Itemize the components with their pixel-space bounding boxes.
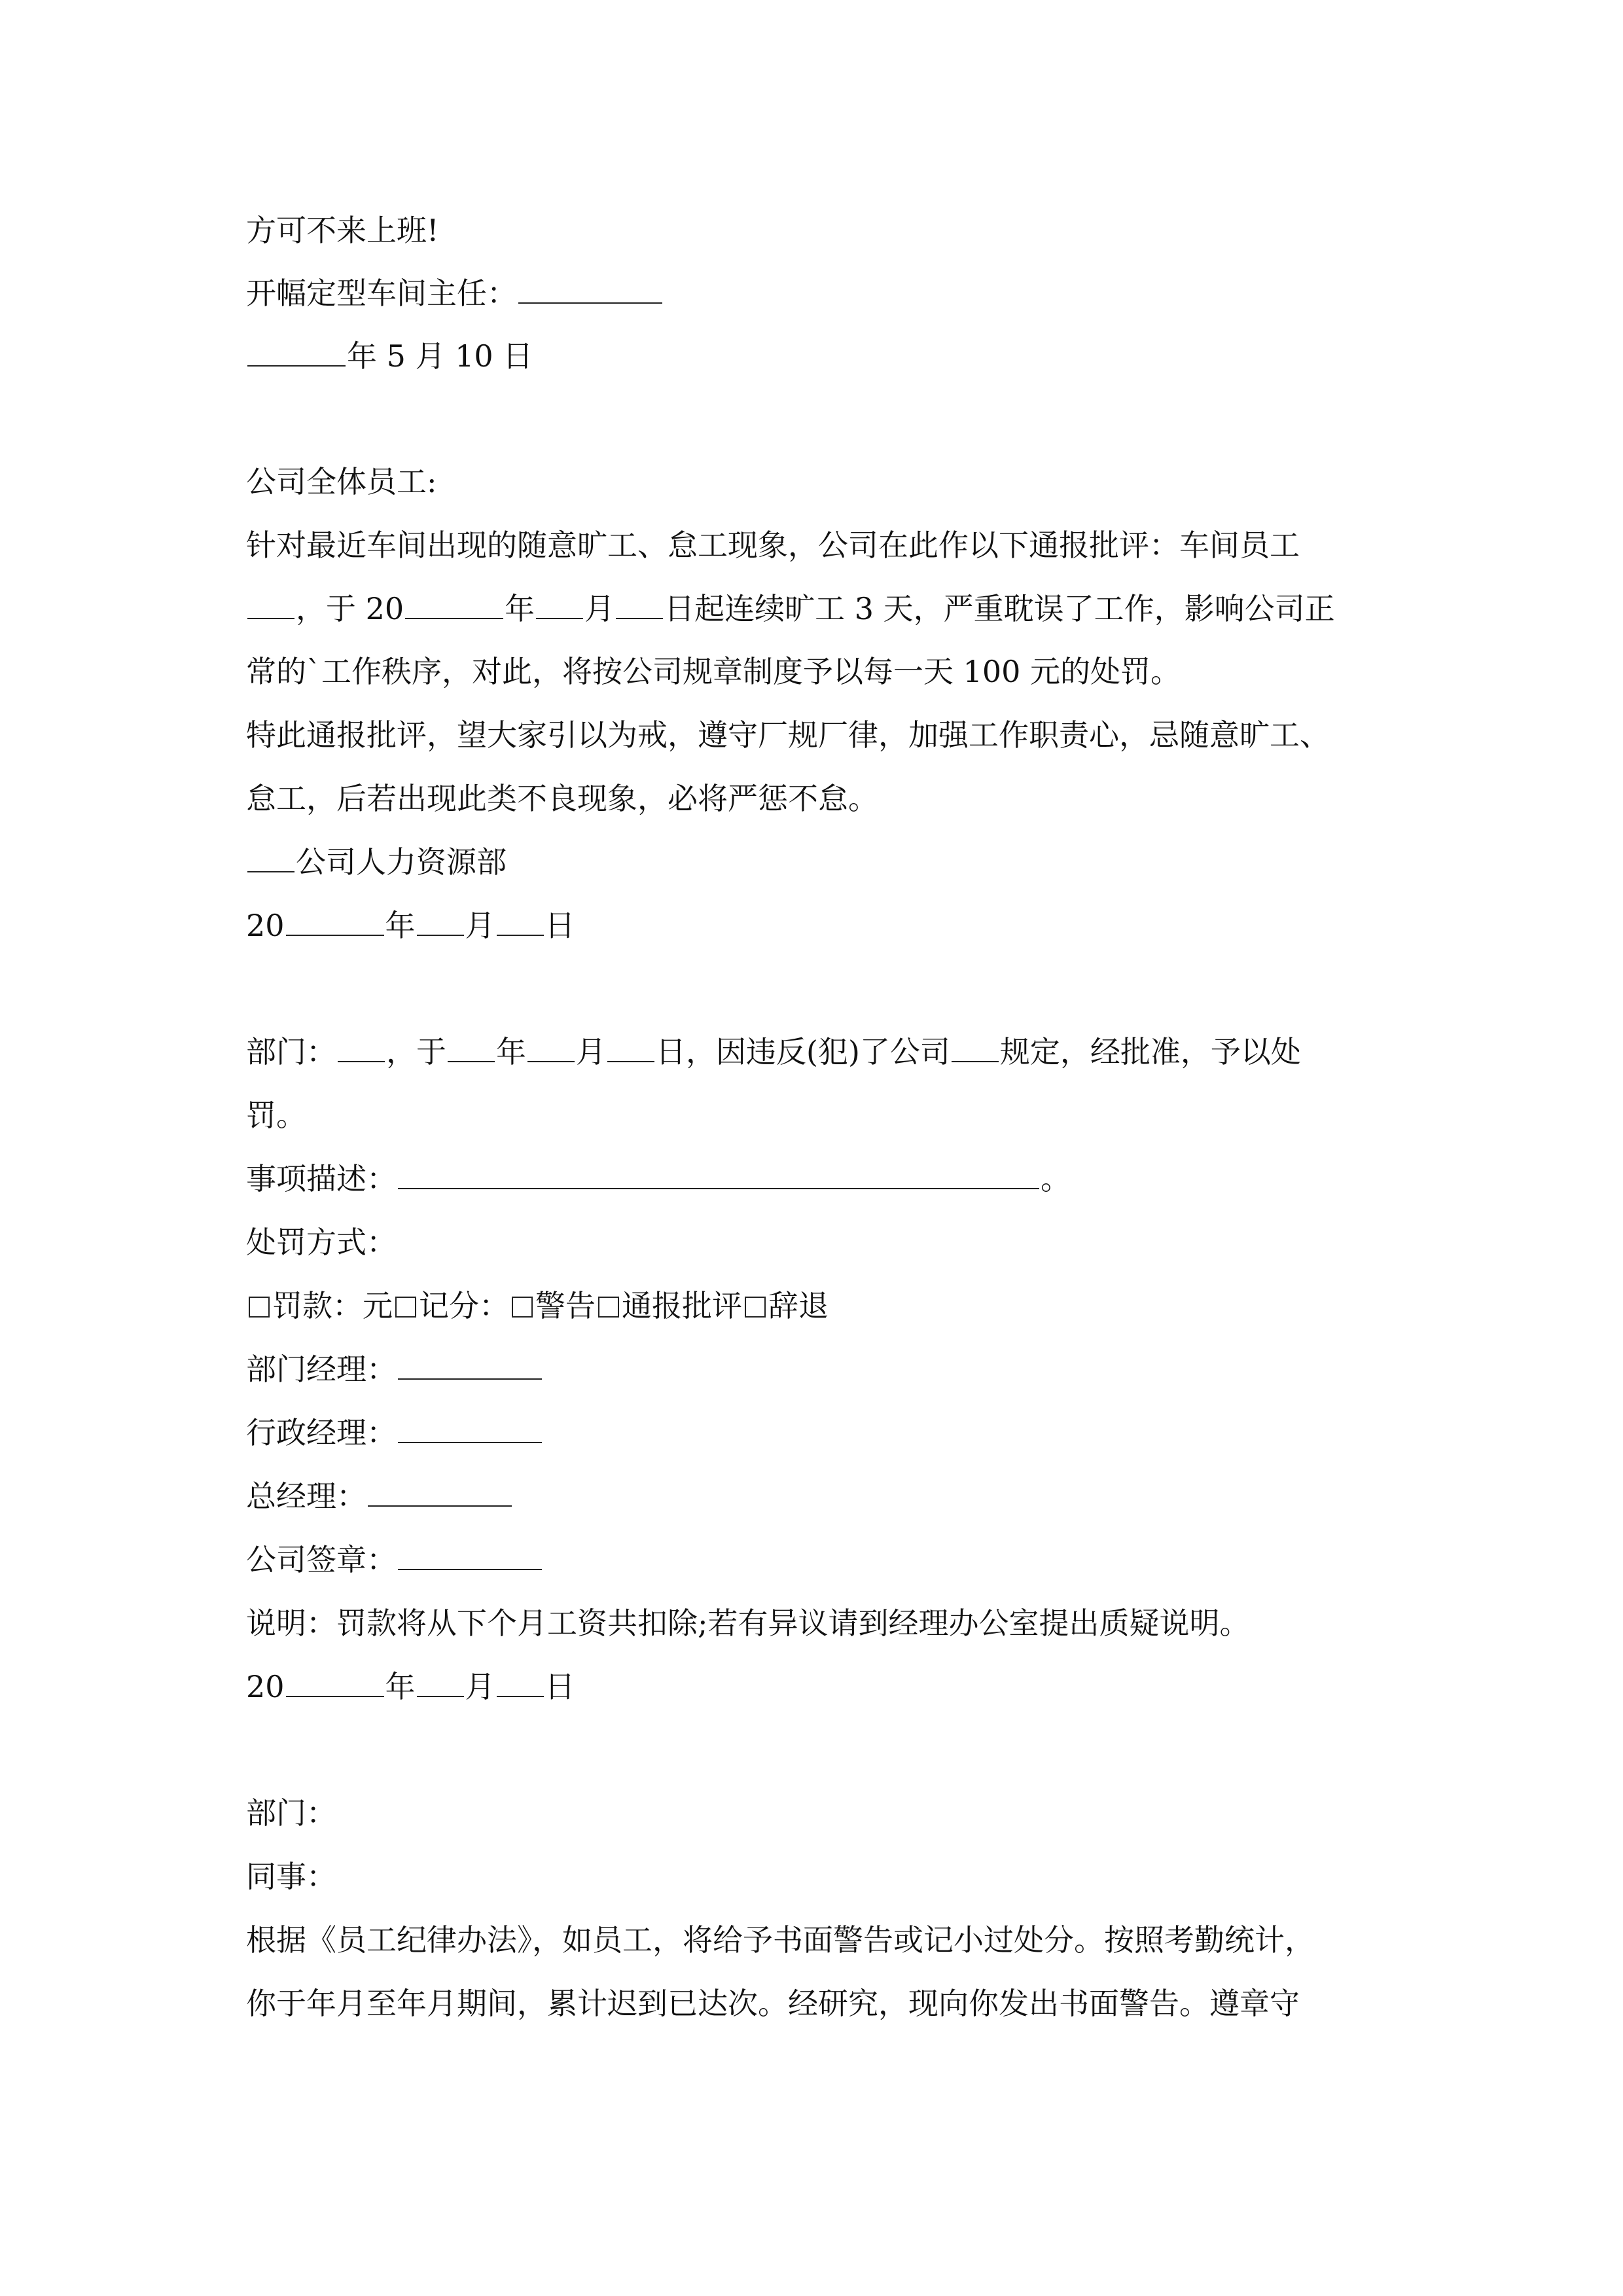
signature-blank xyxy=(518,274,662,304)
seal-blank xyxy=(398,1540,542,1570)
month-blank xyxy=(527,1032,575,1062)
text-line: 常的`工作秩序，对此，将按公司规章制度予以每一天 100 元的处罚。 xyxy=(246,654,1181,689)
text-line: 部门： ，于 年 月 日，因违反(犯)了公司 规定，经批准，予以处 xyxy=(246,1032,1301,1071)
month-blank xyxy=(417,1667,464,1697)
text-line: 你于年月至年月期间，累计迟到已达次。经研究，现向你发出书面警告。遵章守 xyxy=(246,1986,1300,2021)
day-blank xyxy=(607,1032,654,1062)
date-line: 20 年 月 日 xyxy=(246,906,575,945)
signature-blank xyxy=(368,1477,512,1507)
dept-line: 部门： xyxy=(246,1795,336,1831)
rule-blank xyxy=(952,1032,999,1062)
warning-checkbox xyxy=(512,1297,533,1318)
method-label: 处罚方式： xyxy=(246,1225,397,1260)
points-checkbox xyxy=(395,1297,416,1318)
name-blank xyxy=(247,589,294,619)
text-line: ，于 20 年 月 日起连续旷工 3 天，严重耽误了工作，影响公司正 xyxy=(246,589,1335,628)
text-line: 罚。 xyxy=(246,1098,306,1133)
text-line: 特此通报批评，望大家引以为戒，遵守厂规厂律，加强工作职责心，忌随意旷工、 xyxy=(246,717,1330,753)
general-manager-line: 总经理： xyxy=(246,1477,513,1516)
day-blank xyxy=(497,906,544,936)
company-seal-line: 公司签章： xyxy=(246,1540,543,1579)
dismiss-checkbox xyxy=(745,1297,766,1318)
method-options: 罚款：元 记分： 警告 通报批评 辞退 xyxy=(246,1286,829,1325)
description-line: 事项描述： 。 xyxy=(246,1159,1071,1198)
company-blank xyxy=(247,842,294,872)
department-blank xyxy=(338,1032,385,1062)
year-blank xyxy=(286,1667,384,1697)
notice-checkbox xyxy=(598,1297,619,1318)
text-line: 根据《员工纪律办法》，如员工，将给予书面警告或记小过处分。按照考勤统计， xyxy=(246,1922,1315,1958)
signature-blank xyxy=(398,1413,542,1443)
text-line: 针对最近车间出现的随意旷工、怠工现象，公司在此作以下通报批评：车间员工 xyxy=(246,528,1300,563)
fine-checkbox xyxy=(249,1297,270,1318)
text-line: 怠工，后若出现此类不良现象，必将严惩不怠。 xyxy=(246,781,878,816)
description-blank xyxy=(398,1159,1039,1189)
month-blank xyxy=(536,589,583,619)
month-blank xyxy=(417,906,464,936)
salutation: 公司全体员工: xyxy=(246,464,437,499)
year-blank xyxy=(448,1032,495,1062)
date-line: 年 5 月 10 日 xyxy=(246,336,533,376)
note-line: 说明：罚款将从下个月工资共扣除;若有异议请到经理办公室提出质疑说明。 xyxy=(246,1605,1250,1641)
signer-line: 公司人力资源部 xyxy=(246,842,507,882)
signer-line: 开幅定型车间主任： xyxy=(246,274,664,313)
signature-blank xyxy=(398,1350,542,1380)
day-blank xyxy=(616,589,663,619)
year-blank xyxy=(405,589,503,619)
year-blank xyxy=(247,336,346,367)
year-blank xyxy=(286,906,384,936)
dept-manager-line: 部门经理： xyxy=(246,1350,543,1389)
admin-manager-line: 行政经理： xyxy=(246,1413,543,1452)
text-line: 方可不来上班! xyxy=(246,213,439,248)
colleague-line: 同事： xyxy=(246,1859,336,1894)
day-blank xyxy=(497,1667,544,1697)
date-line: 20 年 月 日 xyxy=(246,1667,575,1706)
